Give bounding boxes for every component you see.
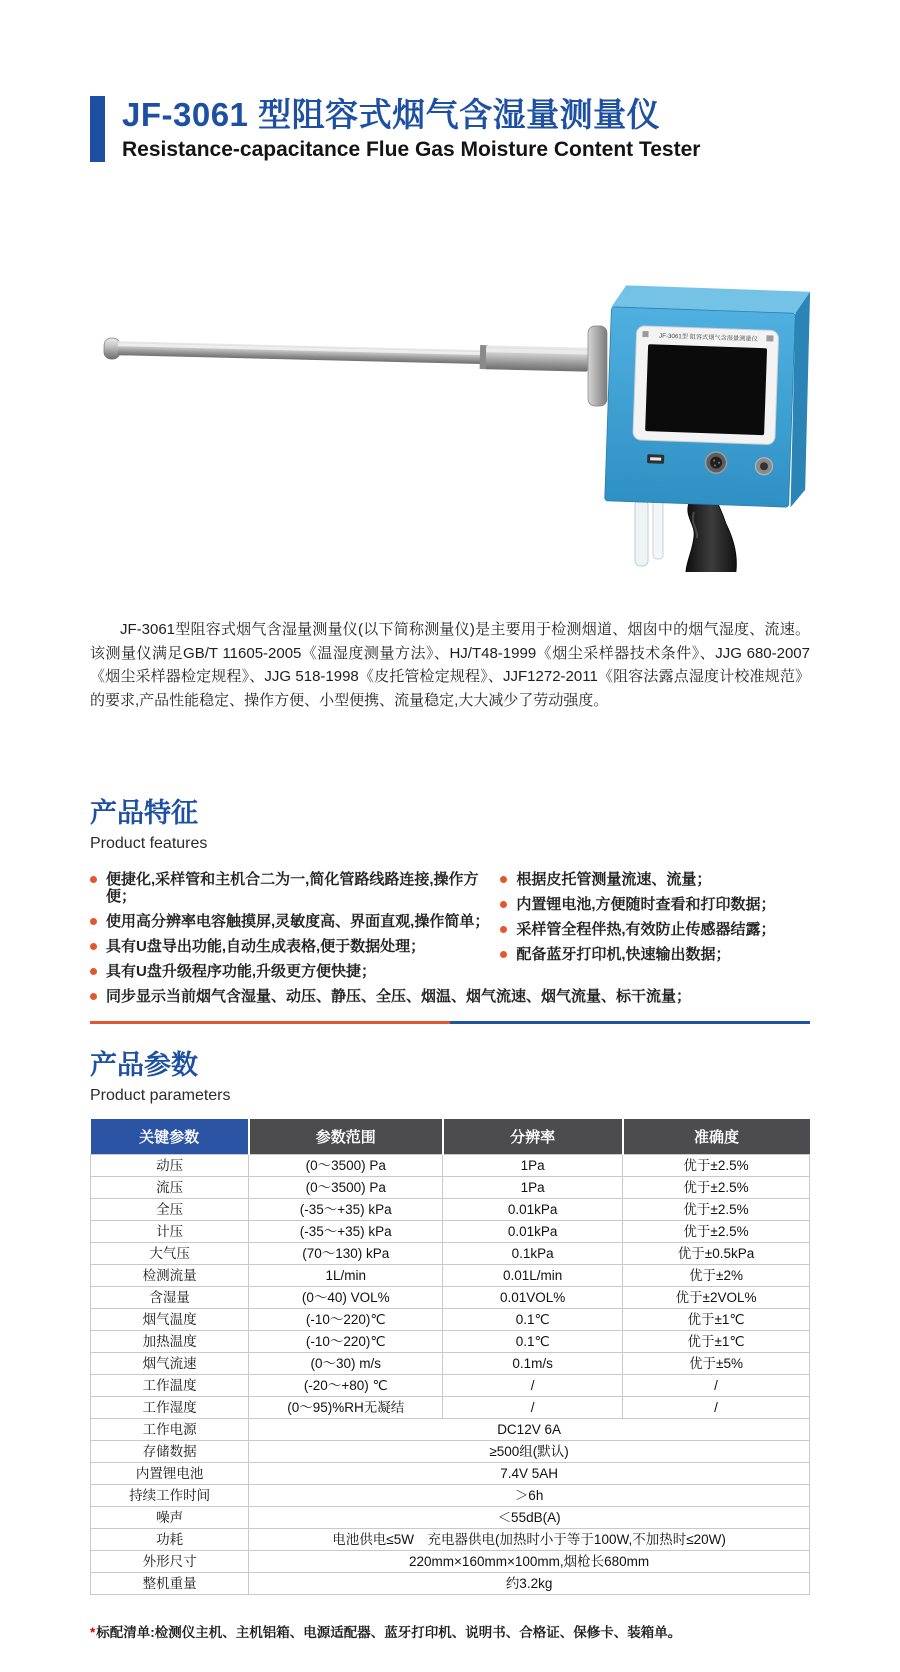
param-value-cell: 1L/min [249, 1265, 443, 1287]
param-value-cell: (-35～+35) kPa [249, 1199, 443, 1221]
param-value-cell: 0.01kPa [443, 1221, 623, 1243]
param-name-cell: 动压 [91, 1155, 249, 1177]
table-row [91, 1287, 810, 1309]
param-name-cell: 工作湿度 [91, 1397, 249, 1419]
divider-blue-segment [450, 1021, 810, 1024]
table-header-row [91, 1119, 810, 1155]
title-block [122, 96, 700, 162]
param-name-cell: 工作电源 [91, 1419, 249, 1441]
bullet-icon [90, 968, 97, 975]
param-value-cell: (0～95)%RH无凝结 [249, 1397, 443, 1419]
feature-text: 内置锂电池,方便随时查看和打印数据； [516, 896, 776, 913]
features-left-column [90, 871, 500, 980]
glass-tube [635, 500, 663, 566]
footnote [90, 1621, 810, 1641]
param-value-cell: 0.01kPa [443, 1199, 623, 1221]
feature-text: 便捷化,采样管和主机合二为一,简化管路线路连接,操作方便； [106, 871, 479, 905]
feature-item [90, 963, 500, 980]
param-name-cell: 加热温度 [91, 1331, 249, 1353]
table-row [91, 1221, 810, 1243]
device-illustration [90, 272, 810, 572]
parameters-heading-en: Product parameters [90, 1087, 231, 1104]
param-value-cell: 约3.2kg [249, 1573, 810, 1595]
aviation-connector [705, 452, 727, 474]
page-subtitle: Resistance-capacitance Flue Gas Moisture Content Tester [122, 138, 701, 161]
param-value-cell: (-20～+80) ℃ [249, 1375, 443, 1397]
features-heading-en: Product features [90, 835, 208, 852]
table-row [91, 1353, 810, 1375]
bullet-icon [500, 876, 507, 883]
bullet-icon [500, 901, 507, 908]
feature-text: 根据皮托管测量流速、流量； [516, 871, 712, 888]
param-name-cell: 内置锂电池 [91, 1463, 249, 1485]
param-value-cell: 7.4V 5AH [249, 1463, 810, 1485]
param-value-cell: 0.01L/min [443, 1265, 623, 1287]
param-name-cell: 烟气流速 [91, 1353, 249, 1375]
feature-item [90, 871, 500, 905]
param-value-cell: 优于±2VOL% [623, 1287, 810, 1309]
table-row [91, 1199, 810, 1221]
table-row [91, 1419, 810, 1441]
table-row [91, 1463, 810, 1485]
param-column-header: 准确度 [623, 1119, 810, 1155]
param-value-cell: 优于±2.5% [623, 1199, 810, 1221]
param-name-cell: 噪声 [91, 1507, 249, 1529]
table-row [91, 1375, 810, 1397]
param-value-cell: / [443, 1397, 623, 1419]
param-value-cell: / [623, 1397, 810, 1419]
feature-item [90, 938, 500, 955]
param-value-cell: (-35～+35) kPa [249, 1221, 443, 1243]
main-unit [605, 285, 810, 508]
pistol-grip-handle [686, 500, 736, 572]
param-value-cell: (70～130) kPa [249, 1243, 443, 1265]
bullet-icon [500, 951, 507, 958]
intro-paragraph: JF-3061型阻容式烟气含湿量测量仪(以下简称测量仪)是主要用于检测烟道、烟囱中的烟气湿度、流速。该测量仪满足GB/T 11605-2005《温湿度测量方法》、HJ/T48-1999《烟尘采样器技术条件》、JJG 680-2007《烟尘采样器检定规程》、JJG 518-1998《皮托管检定规程》、JJF1272-2011《阻容法露点湿度计校准规范》的要求,产品性能稳定、操作方便、小型便携、流量稳定,大大减少了劳动强度。 [90, 621, 810, 709]
footnote-text: 标配清单:检测仪主机、主机铝箱、电源适配器、蓝牙打印机、说明书、合格证、保修卡、装箱单。 [96, 1625, 682, 1640]
feature-item [90, 913, 500, 930]
param-value-cell: ＞6h [249, 1485, 810, 1507]
table-row [91, 1331, 810, 1353]
param-name-cell: 烟气温度 [91, 1309, 249, 1331]
param-value-cell: 优于±1℃ [623, 1309, 810, 1331]
table-row [91, 1529, 810, 1551]
feature-text: 同步显示当前烟气含湿量、动压、静压、全压、烟温、烟气流速、烟气流量、标干流量； [106, 988, 692, 1005]
parameters-section [90, 1050, 810, 1595]
round-connector [755, 457, 773, 475]
param-name-cell: 工作温度 [91, 1375, 249, 1397]
param-value-cell: 220mm×160mm×100mm,烟枪长680mm [249, 1551, 810, 1573]
param-value-cell: 优于±2.5% [623, 1177, 810, 1199]
feature-item [500, 946, 810, 963]
table-row [91, 1573, 810, 1595]
table-row [91, 1243, 810, 1265]
header [90, 96, 810, 162]
features-list [90, 871, 810, 980]
parameters-table [90, 1119, 810, 1595]
param-name-cell: 整机重量 [91, 1573, 249, 1595]
product-image [90, 272, 810, 572]
bullet-icon [90, 943, 97, 950]
probe-tube [104, 336, 588, 372]
table-row [91, 1309, 810, 1331]
feature-text: 具有U盘导出功能,自动生成表格,便于数据处理； [106, 938, 426, 955]
param-name-cell: 计压 [91, 1221, 249, 1243]
feature-text: 配备蓝牙打印机,快速输出数据； [516, 946, 731, 963]
param-name-cell: 持续工作时间 [91, 1485, 249, 1507]
bezel-logo-icon [642, 331, 648, 337]
param-value-cell: / [623, 1375, 810, 1397]
feature-item [500, 871, 810, 888]
divider-orange-segment [90, 1021, 450, 1024]
param-name-cell: 存储数据 [91, 1441, 249, 1463]
title-accent-bar [90, 96, 105, 162]
table-row [91, 1265, 810, 1287]
param-name-cell: 含湿量 [91, 1287, 249, 1309]
param-name-cell: 外形尺寸 [91, 1551, 249, 1573]
param-value-cell: (0～40) VOL% [249, 1287, 443, 1309]
param-column-header: 参数范围 [249, 1119, 443, 1155]
param-value-cell: 优于±1℃ [623, 1331, 810, 1353]
param-value-cell: 1Pa [443, 1155, 623, 1177]
section-divider [90, 1021, 810, 1024]
param-column-header: 分辨率 [443, 1119, 623, 1155]
table-row [91, 1155, 810, 1177]
table-row [91, 1441, 810, 1463]
feature-text: 具有U盘升级程序功能,升级更方便快捷； [106, 963, 377, 980]
param-value-cell: 优于±2.5% [623, 1221, 810, 1243]
feature-text: 使用高分辨率电容触摸屏,灵敏度高、界面直观,操作简单； [106, 913, 490, 930]
feature-item [500, 896, 810, 913]
bullet-icon [90, 918, 97, 925]
bezel-mark-icon [766, 335, 773, 341]
param-name-cell: 功耗 [91, 1529, 249, 1551]
footnote-asterisk: * [90, 1625, 96, 1640]
probe-flange [588, 326, 607, 406]
param-value-cell: 优于±0.5kPa [623, 1243, 810, 1265]
param-name-cell: 大气压 [91, 1243, 249, 1265]
param-value-cell: / [443, 1375, 623, 1397]
table-row [91, 1397, 810, 1419]
table-row [91, 1507, 810, 1529]
feature-text: 采样管全程伴热,有效防止传感器结露； [516, 921, 776, 938]
param-name-cell: 全压 [91, 1199, 249, 1221]
table-row [91, 1485, 810, 1507]
param-column-header: 关键参数 [91, 1119, 249, 1155]
page-title: JF-3061 型阻容式烟气含湿量测量仪 [122, 96, 661, 133]
param-value-cell: 0.1℃ [443, 1309, 623, 1331]
features-right-column [500, 871, 810, 980]
param-value-cell: ≥500组(默认) [249, 1441, 810, 1463]
param-value-cell: (0～30) m/s [249, 1353, 443, 1375]
param-value-cell: DC12V 6A [249, 1419, 810, 1441]
param-value-cell: 0.1kPa [443, 1243, 623, 1265]
param-value-cell: 优于±2.5% [623, 1155, 810, 1177]
param-value-cell: (0～3500) Pa [249, 1155, 443, 1177]
features-heading: 产品特征 [90, 798, 198, 828]
device-label: JF-3061型 阻容式烟气含湿量测量仪 [658, 332, 758, 343]
bullet-icon [90, 876, 97, 883]
param-value-cell: (-10～220)℃ [249, 1331, 443, 1353]
table-row [91, 1177, 810, 1199]
feature-item [500, 921, 810, 938]
feature-item [90, 988, 810, 1005]
bullet-icon [500, 926, 507, 933]
param-value-cell: 0.1m/s [443, 1353, 623, 1375]
display-screen [645, 344, 767, 435]
bullet-icon [90, 993, 97, 1000]
param-value-cell: 优于±2% [623, 1265, 810, 1287]
table-row [91, 1551, 810, 1573]
param-value-cell: ＜55dB(A) [249, 1507, 810, 1529]
param-value-cell: 优于±5% [623, 1353, 810, 1375]
parameters-heading: 产品参数 [90, 1050, 198, 1080]
param-name-cell: 流压 [91, 1177, 249, 1199]
param-value-cell: (0～3500) Pa [249, 1177, 443, 1199]
param-value-cell: 1Pa [443, 1177, 623, 1199]
param-value-cell: (-10～220)℃ [249, 1309, 443, 1331]
param-value-cell: 0.1℃ [443, 1331, 623, 1353]
param-value-cell: 电池供电≤5W 充电器供电(加热时小于等于100W,不加热时≤20W) [249, 1529, 810, 1551]
param-name-cell: 检测流量 [91, 1265, 249, 1287]
param-value-cell: 0.01VOL% [443, 1287, 623, 1309]
features-section [90, 798, 810, 1005]
